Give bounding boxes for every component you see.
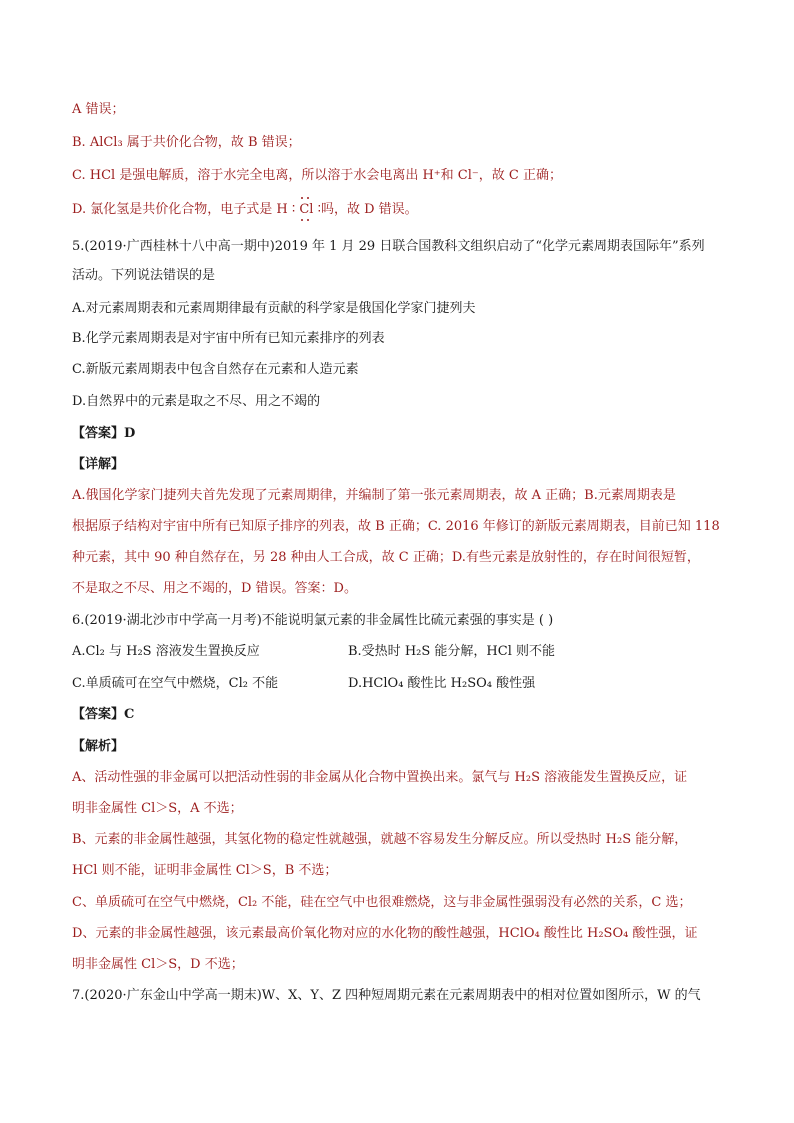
prev-d-separator: ∶ <box>287 202 300 217</box>
q6-analysis-d-line1: D、元素的非金属性越强，该元素最高价氧化物对应的水化物的酸性越强，HClO₄ 酸性比 H₂SO₄ 酸性强，证 <box>72 926 698 941</box>
q5-stem-line1: 5.(2019·广西桂林十八中高一期中)2019 年 1 月 29 日联合国教科文组织启动了“化学元素周期表国际年”系列 <box>72 239 705 254</box>
prev-d-text: D. 氯化氢是共价化合物，电子式是 H <box>72 202 288 217</box>
q5-detail-line4: 不是取之不尽、用之不竭的，D 错误。答案：D。 <box>72 581 357 596</box>
prev-explanation-c: C. HCl 是强电解质，溶于水完全电离，所以溶于水会电离出 H⁺和 Cl⁻，故 C 正确； <box>72 168 562 183</box>
q5-option-a: A.对元素周期表和元素周期律最有贡献的科学家是俄国化学家门捷列夫 <box>72 301 476 316</box>
q6-analysis-c: C、单质硫可在空气中燃烧，Cl₂ 不能，硅在空气中也很难燃烧，这与非金属性强弱没有必然的关系，C 选； <box>72 895 692 910</box>
prev-d-text-end: ∶吗，故 D 错误。 <box>313 202 418 217</box>
q7-stem: 7.(2020·广东金山中学高一期末)W、X、Y、Z 四种短周期元素在元素周期表中的相对位置如图所示，W 的气 <box>72 988 701 1003</box>
prev-explanation-b: B. AlCl₃ 属于共价化合物，故 B 错误； <box>72 135 301 150</box>
q5-stem-line2: 活动。下列说法错误的是 <box>72 268 216 283</box>
q6-analysis-b-line1: B、元素的非金属性越强，其氢化物的稳定性就越强，就越不容易发生分解反应。所以受热时 H₂S 能分解， <box>72 832 688 847</box>
q6-stem: 6.(2019·湖北沙市中学高一月考)不能说明氯元素的非金属性比硫元素强的事实是 ( ) <box>72 613 554 628</box>
prev-explanation-d <box>72 200 732 220</box>
q5-answer: 【答案】D <box>72 426 136 441</box>
q6-option-b: B.受热时 H₂S 能分解，HCl 则不能 <box>348 644 555 659</box>
q5-detail-line3: 种元素，其中 90 种自然存在，另 28 种由人工合成，故 C 正确；D.有些元素是放射性的，存在时间很短暂， <box>72 550 700 565</box>
q5-detail-line1: A.俄国化学家门捷列夫首先发现了元素周期律，并编制了第一张元素周期表，故 A 正确；B.元素周期表是 <box>72 488 676 503</box>
prev-explanation-a: A 错误； <box>72 102 125 117</box>
q5-detail-line2: 根据原子结构对宇宙中所有已知原子排序的列表，故 B 正确；C. 2016 年修订的新版元素周期表，目前已知 118 <box>72 519 720 534</box>
q6-answer: 【答案】C <box>72 707 135 722</box>
q5-option-c: C.新版元素周期表中包含自然存在元素和人造元素 <box>72 362 359 377</box>
q6-analysis-d-line2: 明非金属性 Cl＞S，D 不选； <box>72 957 244 972</box>
q6-options-row2 <box>72 674 732 694</box>
q6-analysis-a-line1: A、活动性强的非金属可以把活动性弱的非金属从化合物中置换出来。氯气与 H₂S 溶液能发生置换反应，证 <box>72 770 688 785</box>
q6-option-d: D.HClO₄ 酸性比 H₂SO₄ 酸性强 <box>348 676 536 691</box>
q6-options-row1 <box>72 642 732 662</box>
q5-option-d: D.自然界中的元素是取之不尽、用之不竭的 <box>72 394 321 409</box>
q6-analysis-label: 【解析】 <box>72 739 125 754</box>
q6-analysis-b-line2: HCl 则不能，证明非金属性 Cl＞S，B 不选； <box>72 863 338 878</box>
q6-analysis-a-line2: 明非金属性 Cl＞S，A 不选； <box>72 801 243 816</box>
prev-d-chlorine: Cl <box>299 200 313 220</box>
q5-detail-label: 【详解】 <box>72 457 125 472</box>
q5-option-b: B.化学元素周期表是对宇宙中所有已知元素排序的列表 <box>72 331 385 346</box>
q6-option-a: A.Cl₂ 与 H₂S 溶液发生置换反应 <box>72 644 260 659</box>
q6-option-c: C.单质硫可在空气中燃烧，Cl₂ 不能 <box>72 676 279 691</box>
